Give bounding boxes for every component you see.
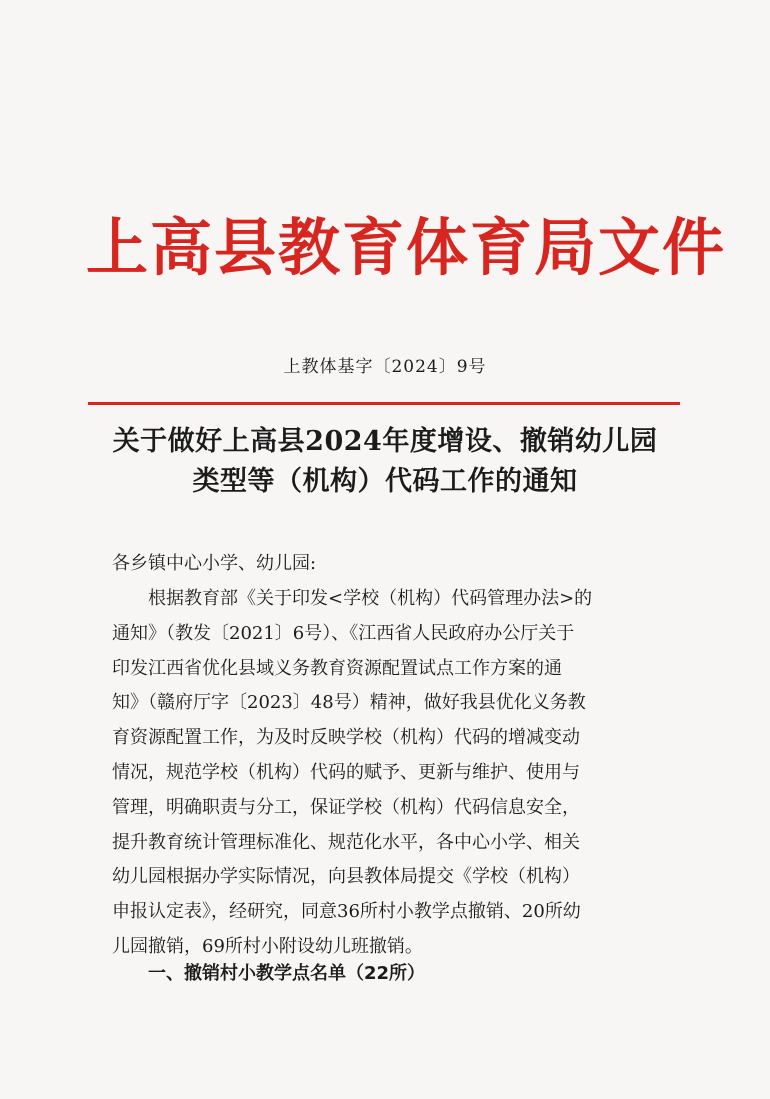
addressee: 各乡镇中心小学、幼儿园:	[112, 553, 317, 574]
body-line: 根据教育部《关于印发<学校（机构）代码管理办法>的	[112, 588, 593, 609]
body-line: 情况，规范学校（机构）代码的赋予、更新与维护、使用与	[112, 761, 580, 783]
body-line: 印发江西省优化县域义务教育资源配置试点工作方案的通	[112, 657, 562, 679]
body-line: 提升教育统计管理标准化、规范化水平，各中心小学、相关	[112, 831, 580, 853]
document-number: 上教体基字〔2024〕9号	[283, 357, 487, 377]
body-line: 儿园撤销，69所村小附设幼儿班撤销。	[112, 935, 423, 957]
issuer-header-title: 上高县教育体育局文件	[86, 211, 727, 284]
section-heading-1: 一、撤销村小教学点名单（22所）	[148, 963, 426, 984]
notice-title-line-2: 类型等（机构）代码工作的通知	[192, 466, 578, 497]
red-divider-line	[88, 402, 680, 405]
body-paragraph	[112, 582, 672, 965]
notice-title-line-1: 关于做好上高县2024年度增设、撤销幼儿园	[112, 426, 658, 457]
body-line: 幼儿园根据办学实际情况，向县教体局提交《学校（机构）	[112, 866, 580, 888]
body-line: 管理，明确职责与分工，保证学校（机构）代码信息安全，	[112, 796, 580, 818]
body-line: 知》（赣府厅字〔2023〕48号）精神，做好我县优化义务教	[112, 692, 586, 714]
body-line: 申报认定表》，经研究，同意36所村小教学点撤销、20所幼	[112, 901, 581, 923]
notice-title	[0, 422, 770, 502]
body-line: 育资源配置工作，为及时反映学校（机构）代码的增减变动	[112, 727, 580, 749]
body-line: 通知》（教发〔2021〕6号）、《江西省人民政府办公厅关于	[112, 622, 575, 644]
